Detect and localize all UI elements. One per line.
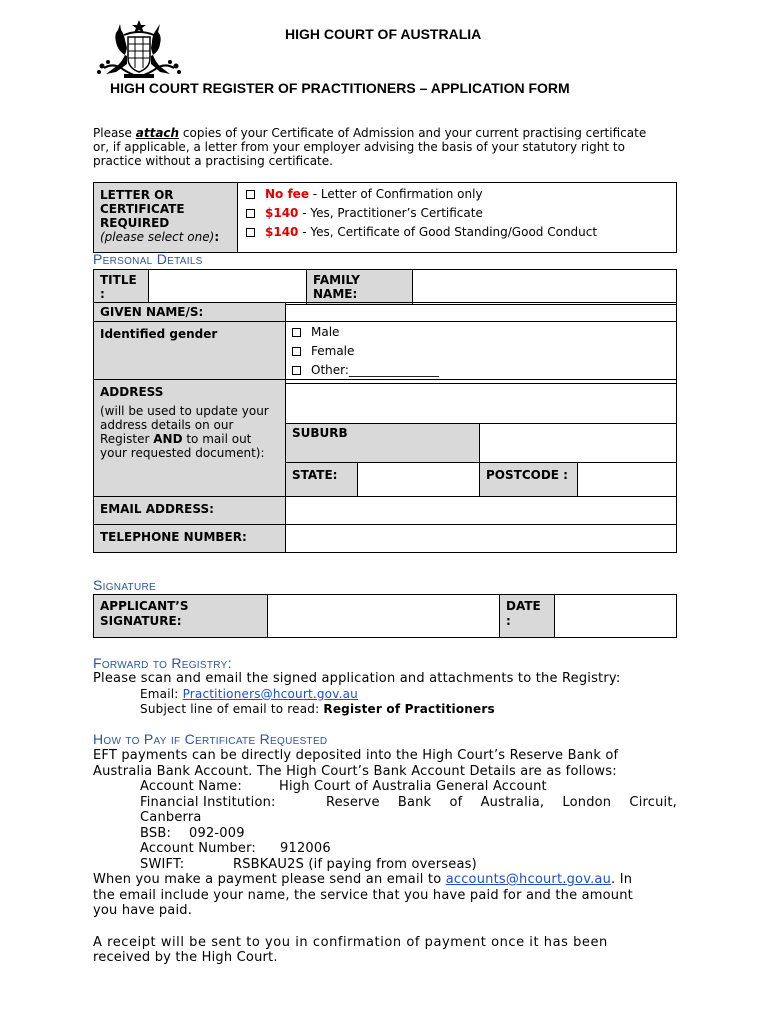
date-input[interactable] (555, 595, 677, 638)
account-number-row: Account Number: 912006 (140, 841, 331, 856)
gender-option-other[interactable]: Other:_______________ (292, 361, 670, 380)
suburb-input[interactable] (480, 424, 677, 463)
receipt-line1: A receipt will be sent to you in confirmation of payment once it has been (93, 934, 608, 950)
family-name-input[interactable] (413, 270, 677, 305)
date-label: DATE : (500, 595, 555, 638)
select-hint: (please select one) (100, 230, 215, 244)
checkbox[interactable] (246, 209, 255, 218)
payment-email-line2: the email include your name, the service that you have paid for and the amount (93, 887, 633, 903)
intro-paragraph: Please attach copies of your Certificate of Admission and your current practising certificate or, if applicable, a letter from your employer advising the basis of your statutory right to practice without a practising certificate. (93, 126, 647, 168)
checkbox[interactable] (246, 228, 255, 237)
court-name-heading: HIGH COURT OF AUSTRALIA (285, 26, 482, 42)
given-names-label: GIVEN NAME/S: (94, 303, 286, 322)
certificate-label-cell: LETTER OR CERTIFICATE REQUIRED (please select one): (94, 183, 238, 253)
telephone-label: TELEPHONE NUMBER: (94, 525, 286, 553)
forward-instruction: Please scan and email the signed application and attachments to the Registry: (93, 671, 621, 686)
signature-table (93, 594, 677, 638)
address-note: (will be used to update your address details on our Register AND to mail out your requested document): (100, 404, 269, 460)
receipt-line2: received by the High Court. (93, 950, 278, 965)
email-input[interactable] (286, 497, 677, 525)
account-name-row: Account Name: High Court of Australia General Account (140, 779, 547, 794)
postcode-input[interactable] (578, 463, 677, 497)
title-label: TITLE : (94, 270, 149, 305)
checkbox[interactable] (246, 190, 255, 199)
option-practitioner-certificate[interactable]: $140 - Yes, Practitioner’s Certificate (246, 204, 670, 223)
option-letter-confirmation[interactable]: No fee - Letter of Confirmation only (246, 185, 670, 204)
suburb-label: SUBURB (286, 424, 480, 463)
checkbox[interactable] (292, 328, 301, 337)
gender-label: Identified gender (94, 322, 286, 384)
signature-heading: Signature (93, 577, 156, 593)
given-names-input[interactable] (286, 303, 677, 322)
address-label-cell (94, 380, 286, 497)
bsb-row: BSB: 092-009 (140, 825, 245, 841)
forward-heading: Forward to Registry: (93, 655, 232, 671)
forward-section (93, 671, 683, 718)
applicant-signature-input[interactable] (268, 595, 500, 638)
email-label: EMAIL ADDRESS: (94, 497, 286, 525)
option-good-standing-certificate[interactable]: $140 - Yes, Certificate of Good Standing/Good Conduct (246, 223, 670, 242)
address-input[interactable] (286, 380, 677, 424)
coat-of-arms-icon (94, 18, 184, 80)
title-input[interactable] (149, 270, 307, 305)
payment-email-line3: you have paid. (93, 903, 193, 918)
subject-line: Subject line of email to read: Register of Practitioners (140, 702, 495, 716)
registry-email-line: Email: Practitioners@hcourt.gov.au (140, 686, 358, 701)
family-name-label: FAMILY NAME: (307, 270, 413, 305)
personal-title-row (93, 269, 677, 305)
institution-row: Financial Institution: Reserve Bank of Australia, London Circuit, (140, 794, 677, 810)
checkbox[interactable] (292, 366, 301, 375)
gender-option-female[interactable]: Female (292, 342, 670, 361)
form-title: HIGH COURT REGISTER OF PRACTITIONERS – APPLICATION FORM (110, 80, 570, 96)
payment-section (93, 748, 677, 966)
certificate-options-cell (238, 183, 677, 253)
telephone-input[interactable] (286, 525, 677, 553)
applicant-signature-label: APPLICANT’S SIGNATURE: (94, 595, 268, 638)
certificate-selection-table (93, 182, 677, 253)
attach-emphasis: attach (135, 126, 180, 140)
personal-details-heading: Personal Details (93, 251, 203, 267)
state-input[interactable] (358, 463, 480, 497)
payment-email-line: When you make a payment please send an email to accounts@hcourt.gov.au. In (93, 872, 633, 887)
state-label: STATE: (286, 463, 358, 497)
payment-intro-line1: EFT payments can be directly deposited into the High Court’s Reserve Bank of (93, 748, 619, 763)
swift-row: SWIFT: RSBKAU2S (if paying from overseas) (140, 856, 477, 872)
address-label: ADDRESS (100, 385, 164, 399)
institution-city: Canberra (140, 810, 202, 825)
address-table (93, 379, 677, 553)
checkbox[interactable] (292, 347, 301, 356)
payment-intro-line2: Australia Bank Account. The High Court’s Bank Account Details are as follows: (93, 763, 617, 779)
gender-options-cell (286, 322, 677, 384)
payment-heading: How to Pay if Certificate Requested (93, 731, 328, 747)
personal-details-table (93, 302, 677, 384)
certificate-label: LETTER OR CERTIFICATE REQUIRED (100, 188, 185, 230)
registry-email-link[interactable]: Practitioners@hcourt.gov.au (182, 686, 358, 701)
accounts-email-link[interactable]: accounts@hcourt.gov.au (445, 872, 612, 887)
postcode-label: POSTCODE : (480, 463, 578, 497)
gender-option-male[interactable]: Male (292, 323, 670, 342)
